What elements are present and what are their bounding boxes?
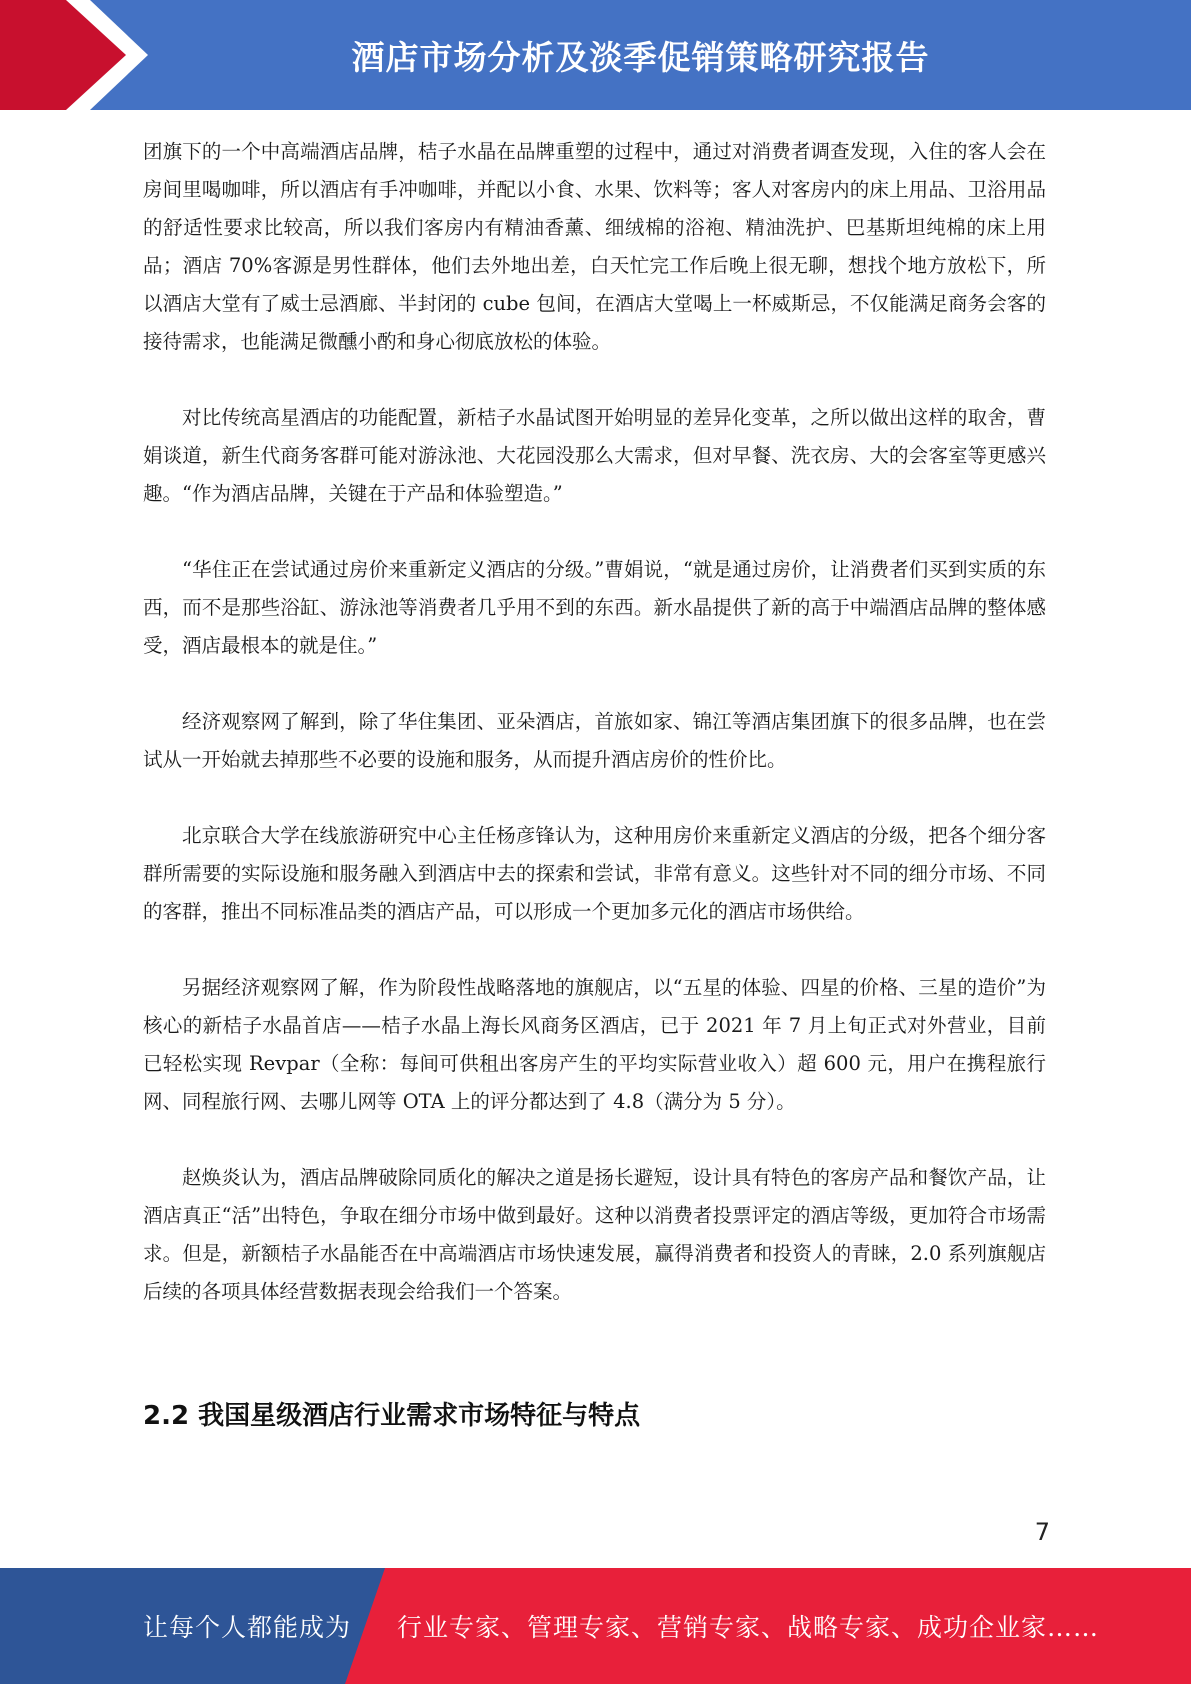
paragraph: “华住正在尝试通过房价来重新定义酒店的分级。”曹娟说，“就是通过房价，让消费者们买到实质的东西，而不是那些浴缸、游泳池等消费者几乎用不到的东西。新水晶提供了新的高于中端酒店品牌的整体感受，酒店最根本的就是住。”: [143, 558, 1046, 657]
paragraph: 团旗下的一个中高端酒店品牌，桔子水晶在品牌重塑的过程中，通过对消费者调查发现，入住的客人会在房间里喝咖啡，所以酒店有手冲咖啡，并配以小食、水果、饮料等；客人对客房内的床上用品、卫浴用品的舒适性要求比较高，所以我们客房内有精油香薰、细绒棉的浴袍、精油洗护、巴基斯坦纯棉的床上用品；酒店 70%客源是男性群体，他们去外地出差，白天忙完工作后晚上很无聊，想找个地方放松下，所以酒店大堂有了威士忌酒廊、半封闭的 cube 包间，在酒店大堂喝上一杯威斯忌，不仅能满足商务会客的接待需求，也能满足微醺小酌和身心彻底放松的体验。: [143, 140, 1046, 353]
footer-slogan-left: 让每个人都能成为: [143, 1613, 352, 1642]
paragraph: 对比传统高星酒店的功能配置，新桔子水晶试图开始明显的差异化变革，之所以做出这样的取舍，曹娟谈道，新生代商务客群可能对游泳池、大花园没那么大需求，但对早餐、洗衣房、大的会客室等更感兴趣。“作为酒店品牌，关键在于产品和体验塑造。”: [143, 406, 1046, 505]
report-title: 酒店市场分析及淡季促销策略研究报告: [351, 37, 930, 77]
footer-slogan-right: 行业专家、管理专家、营销专家、战略专家、成功企业家……: [397, 1613, 1100, 1642]
paragraph: 经济观察网了解到，除了华住集团、亚朵酒店，首旅如家、锦江等酒店集团旗下的很多品牌，也在尝试从一开始就去掉那些不必要的设施和服务，从而提升酒店房价的性价比。: [143, 710, 1046, 771]
section-heading: 2.2 我国星级酒店行业需求市场特征与特点: [143, 1401, 641, 1431]
body-text: [143, 133, 1046, 1349]
paragraph: 北京联合大学在线旅游研究中心主任杨彦锋认为，这种用房价来重新定义酒店的分级，把各个细分客群所需要的实际设施和服务融入到酒店中去的探索和尝试，非常有意义。这些针对不同的细分市场、不同的客群，推出不同标准品类的酒店产品，可以形成一个更加多元化的酒店市场供给。: [143, 824, 1046, 923]
paragraph: 另据经济观察网了解，作为阶段性战略落地的旗舰店，以“五星的体验、四星的价格、三星的造价”为核心的新桔子水晶首店——桔子水晶上海长风商务区酒店，已于 2021 年 7 月上旬正式对外营业，目前已轻松实现 Revpar（全称：每间可供租出客房产生的平均实际营业收入）超 600 元，用户在携程旅行网、同程旅行网、去哪儿网等 OTA 上的评分都达到了 4.8（满分为 5 分）。: [143, 976, 1046, 1113]
page-footer: [0, 1568, 1191, 1684]
page-number: 7: [1034, 1518, 1050, 1546]
paragraph: 赵焕炎认为，酒店品牌破除同质化的解决之道是扬长避短，设计具有特色的客房产品和餐饮产品，让酒店真正“活”出特色，争取在细分市场中做到最好。这种以消费者投票评定的酒店等级，更加符合市场需求。但是，新额桔子水晶能否在中高端酒店市场快速发展，赢得消费者和投资人的青睐，2.0 系列旗舰店后续的各项具体经营数据表现会给我们一个答案。: [143, 1166, 1046, 1303]
page-header: [0, 0, 1191, 110]
